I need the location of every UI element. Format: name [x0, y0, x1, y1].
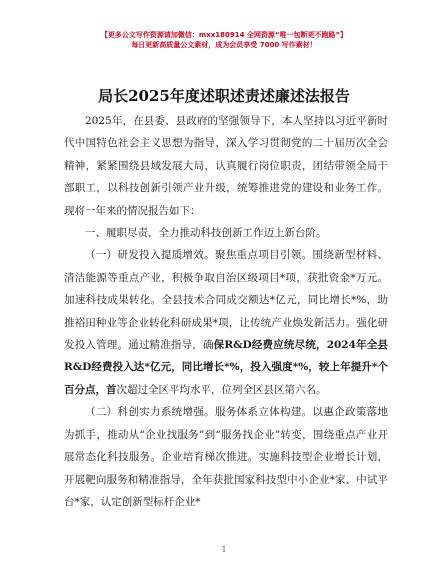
page-number: 1: [221, 545, 227, 554]
banner-line-2: 每日更新高质量公文素材，成为会员享受 7000 写作素材！: [131, 41, 317, 49]
promo-banner: [0, 30, 448, 50]
document-body: [64, 110, 388, 513]
intro-paragraph: 2025年，在县委、县政府的坚强领导下，本人坚持以习近平新时代中国特色社会主义思想为指导，深入学习贯彻党的二十届历次全会精神，紧紧围绕县域发展大局，认真履行岗位职责，团结带领全局干部职工，以科技创新引领产业升级，统筹推进党的建设和业务工作。现将一年来的情况报告如下：: [64, 115, 388, 217]
document-title: 局长2025年度述职述责述廉述法报告: [98, 87, 350, 105]
banner-line-1: 【更多公文写作资源请加微信：mxx180914 全网资源“唯一包断更不跑路”】: [100, 31, 348, 39]
subsection-1-bold-text: 保R&D经费应统尽统，2024年全县R&D经费投入达*亿元，同比增长*%，投入强度*%，较上年提升*个百分点，首: [64, 339, 388, 396]
section-1-heading: 一、履职尽责，全力推动科技创新工作迈上新台阶。: [85, 227, 327, 240]
subsection-2-paragraph: （二）科创实力系统增强。服务体系立体构建。以惠企政策落地为抓手，推动从“企业找服务”到“服务找企业”转变，围绕重点产业开展常态化科技服务。企业培育梯次推进。实施科技型企业增长计划，开展靶向服务和精准指导，全年获批国家科技型中小企业*家、中试平台*家，认定创新型标杆企业*: [64, 406, 388, 508]
subsection-1-text-end: 次超过全区平均水平，位列全区县区第六名。: [116, 383, 327, 396]
subsection-1-text: （一）研发投入提质增效。聚焦重点项目引领。围绕新型材料、清洁能源等重点产业，积极争取自治区级项目*项，获批资金*万元。加速科技成果转化。全县技术合同成交额达*亿元，同比增长*%，助推裕田种业等企业转化科研成果*项，让传统产业焕发新活力。强化研发投入管理。通过精准指导，确: [64, 249, 388, 352]
subsection-1-paragraph: [64, 244, 388, 401]
